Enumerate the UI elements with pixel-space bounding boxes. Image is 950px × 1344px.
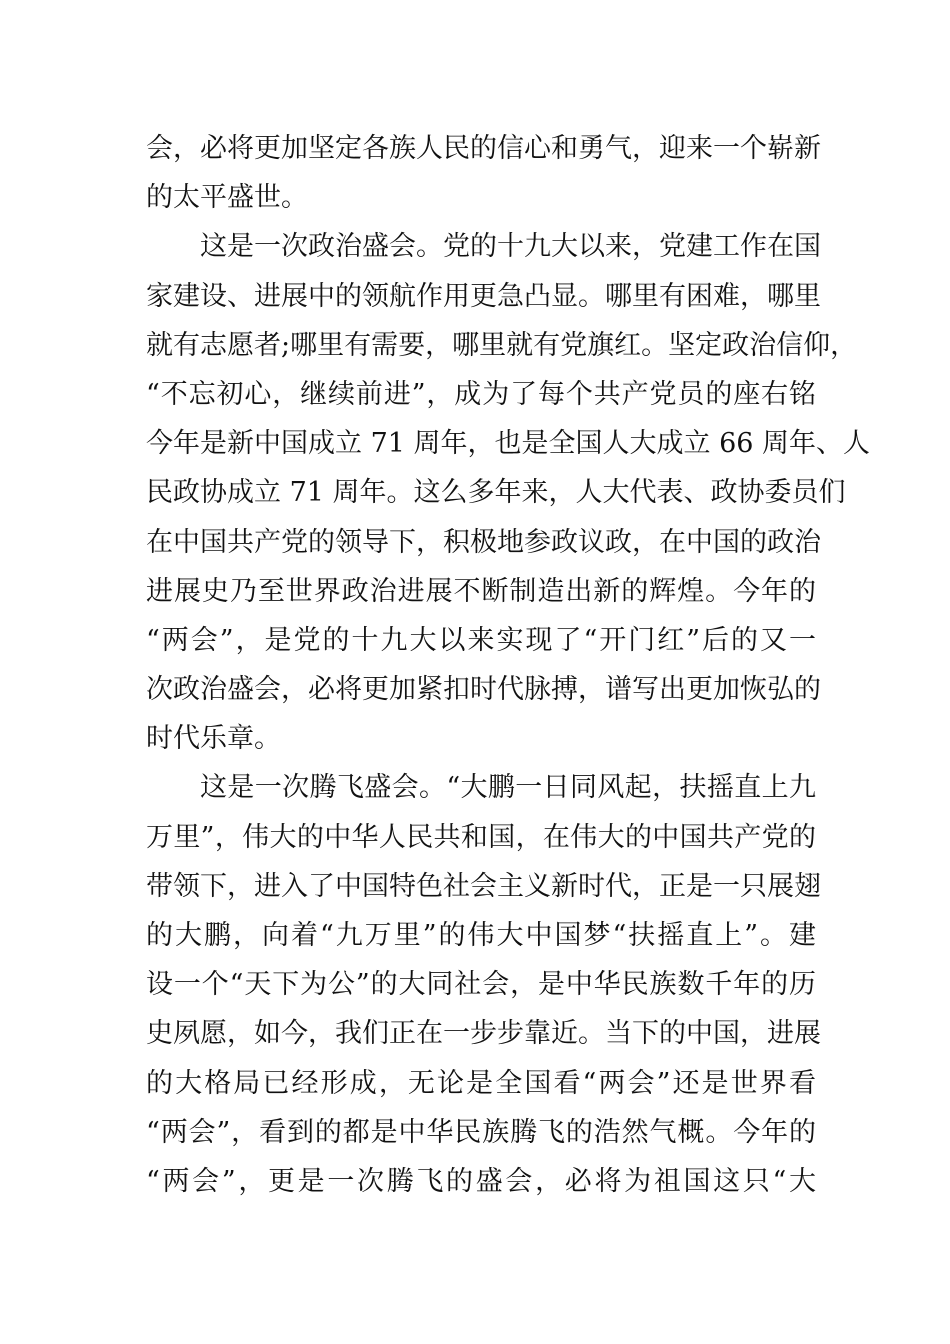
text-line-5: 就有志愿者;哪里有需要，哪里就有党旗红。坚定政治信仰， (146, 329, 858, 361)
text-line-6: “不忘初心，继续前进”，成为了每个共产党员的座右铭 (146, 378, 816, 410)
text-line-20: 的大格局已经形成，无论是全国看“两会”还是世界看 (146, 1067, 816, 1099)
text-line-11: “两会”，是党的十九大以来实现了“开门红”后的又一 (146, 624, 816, 656)
text-line-15: 万里”，伟大的中华人民共和国，在伟大的中国共产党的 (146, 821, 816, 853)
paragraph-political-first-line: 这是一次政治盛会。党的十九大以来，党建工作在国 (200, 231, 821, 263)
text-line-4: 家建设、进展中的领航作用更急凸显。哪里有困难，哪里 (146, 280, 821, 312)
document-body (146, 124, 871, 1206)
text-line-16: 带领下，进入了中国特色社会主义新时代，正是一只展翅 (146, 870, 821, 902)
text-line-19: 史夙愿，如今，我们正在一步步靠近。当下的中国，进展 (146, 1018, 821, 1050)
text-line-18: 设一个“天下为公”的大同社会，是中华民族数千年的历 (146, 969, 816, 1001)
text-line-8: 民政协成立 71 周年。这么多年来，人大代表、政协委员们 (146, 477, 846, 509)
text-line-13: 时代乐章。 (146, 723, 281, 755)
paragraph-takeoff-first-line: 这是一次腾飞盛会。“大鹏一日同风起，扶摇直上九 (200, 772, 816, 804)
text-line-9: 在中国共产党的领导下，积极地参政议政，在中国的政治 (146, 526, 821, 558)
text-line-7: 今年是新中国成立 71 周年，也是全国人大成立 66 周年、人 (146, 428, 871, 460)
text-line-21: “两会”，看到的都是中华民族腾飞的浩然气概。今年的 (146, 1116, 816, 1148)
text-line-12: 次政治盛会，必将更加紧扣时代脉搏，谱写出更加恢弘的 (146, 674, 821, 706)
text-line-2: 的太平盛世。 (146, 182, 308, 214)
text-line-1: 会，必将更加坚定各族人民的信心和勇气，迎来一个崭新 (146, 133, 821, 164)
text-line-17: 的大鹏，向着“九万里”的伟大中国梦“扶摇直上”。建 (146, 920, 816, 951)
text-line-22: “两会”，更是一次腾飞的盛会，必将为祖国这只“大 (146, 1165, 816, 1197)
text-line-10: 进展史乃至世界政治进展不断制造出新的辉煌。今年的 (146, 575, 816, 607)
